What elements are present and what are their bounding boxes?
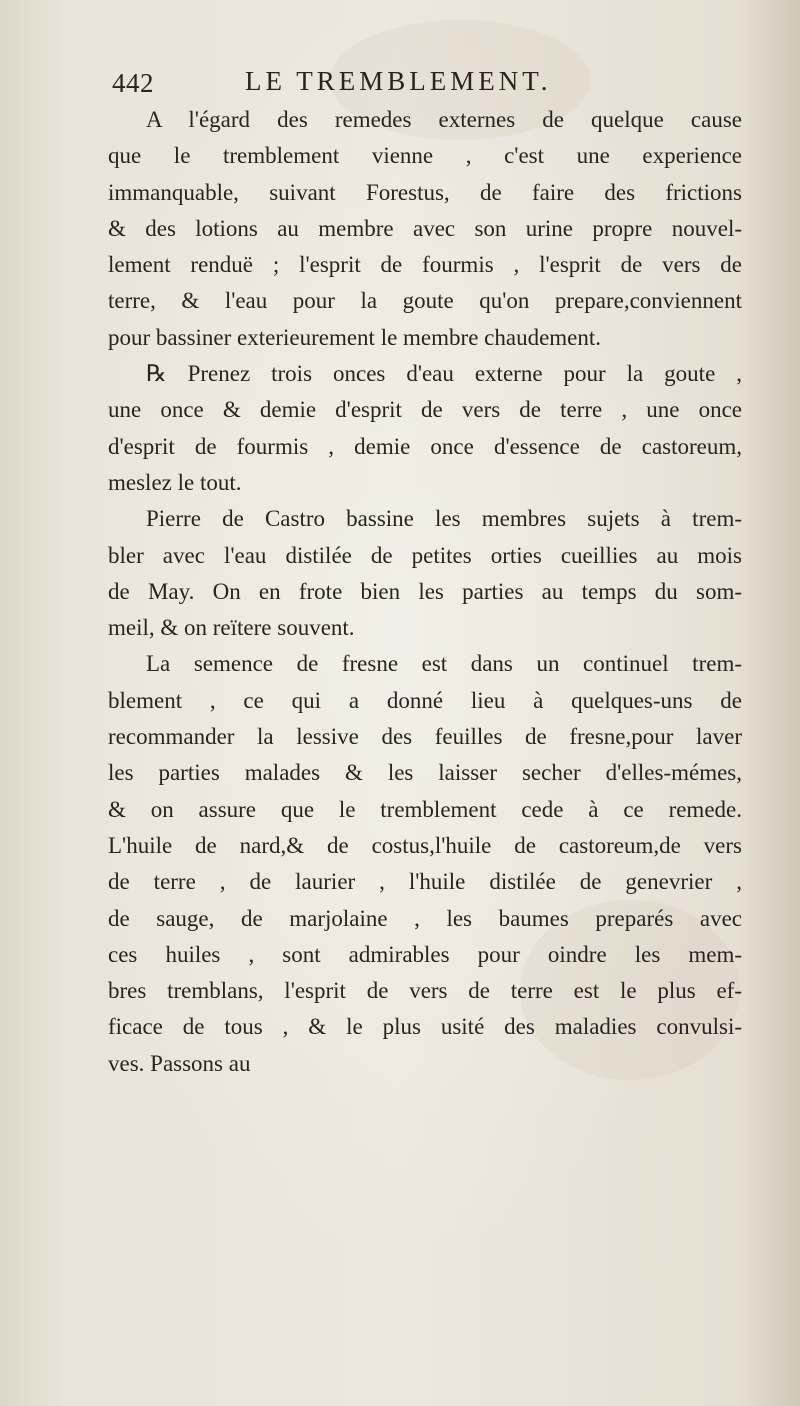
text-line: terre, & l'eau pour la goute qu'on prepare,conviennent	[108, 288, 742, 314]
page-header	[112, 68, 712, 106]
text-line: que le tremblement vienne , c'est une experience	[108, 143, 742, 169]
text-line: pour bassiner exterieurement le membre chaudement.	[108, 324, 602, 350]
text-line: ficace de tous , & le plus usité des maladies convulsi-	[108, 1014, 742, 1040]
text-line: bres tremblans, l'esprit de vers de terre est le plus ef-	[108, 978, 742, 1004]
text-line: de terre , de laurier , l'huile distilée de genevrier ,	[108, 869, 742, 895]
text-line: blement , ce qui a donné lieu à quelques-uns de	[108, 687, 742, 713]
text-line: lement renduë ; l'esprit de fourmis , l'esprit de vers de	[108, 252, 742, 278]
text-line: immanquable, suivant Forestus, de faire des frictions	[108, 179, 742, 205]
text-line: L'huile de nard,& de costus,l'huile de castoreum,de vers	[108, 832, 742, 858]
text-line: La semence de fresne est dans un continuel trem-	[146, 651, 742, 677]
text-line: Pierre de Castro bassine les membres sujets à trem-	[146, 506, 742, 532]
body-text	[108, 102, 742, 1082]
text-line: meil, & on reïtere souvent.	[108, 615, 355, 641]
text-line: de May. On en frote bien les parties au temps du som-	[108, 578, 742, 604]
running-title: LE TREMBLEMENT.	[245, 66, 552, 96]
text-line: de sauge, de marjolaine , les baumes preparés avec	[108, 905, 742, 931]
text-line: A l'égard des remedes externes de quelque cause	[146, 107, 742, 132]
text-line: ves. Passons au	[108, 1050, 251, 1076]
text-line: d'esprit de fourmis , demie once d'essence de castoreum,	[108, 433, 742, 459]
text-line: les parties malades & les laisser secher d'elles-mémes,	[108, 760, 742, 786]
text-line: meslez le tout.	[108, 469, 242, 495]
text-line: & on assure que le tremblement cede à ce remede.	[108, 796, 742, 822]
page-number: 442	[112, 68, 154, 98]
text-line: recommander la lessive des feuilles de fresne,pour laver	[108, 724, 742, 750]
text-line: & des lotions au membre avec son urine propre nouvel-	[108, 215, 742, 241]
text-line: bler avec l'eau distilée de petites orties cueillies au mois	[108, 542, 742, 568]
text-line: ces huiles , sont admirables pour oindre les mem-	[108, 941, 742, 967]
text-line: ℞ Prenez trois onces d'eau externe pour la goute ,	[146, 361, 742, 387]
text-line: une once & demie d'esprit de vers de terre , une once	[108, 397, 742, 423]
